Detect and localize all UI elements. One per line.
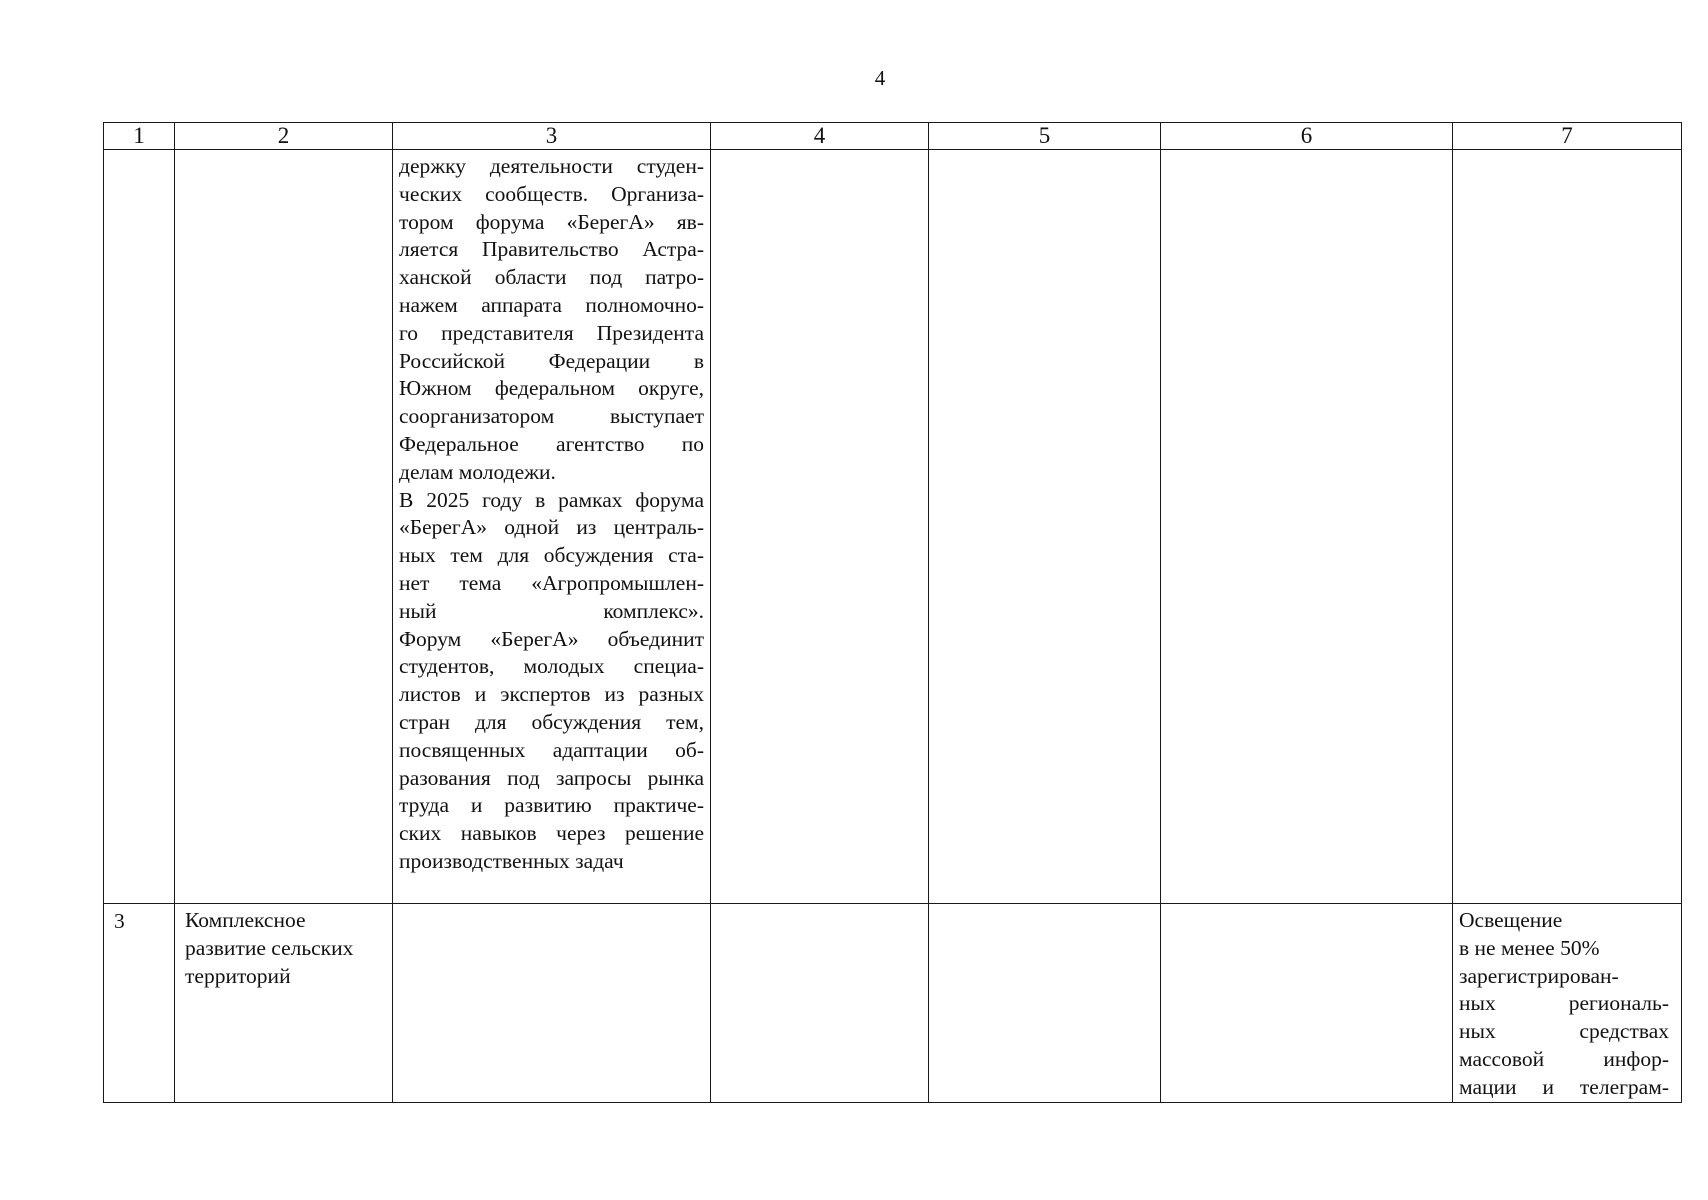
direction-cell — [175, 150, 393, 904]
table-header-row — [104, 123, 1682, 150]
cell-text-line: соорганизатором выступает — [399, 404, 704, 429]
column-header-6: 6 — [1161, 123, 1453, 150]
cell-text-line: держку деятельности студен- — [399, 154, 704, 178]
cell-col-5 — [929, 904, 1161, 1103]
cell-text-line: в не менее 50% — [1459, 935, 1600, 960]
cell-col-6 — [1161, 904, 1453, 1103]
cell-text-line: Форум «БерегА» объединит — [399, 626, 704, 651]
cell-col-4 — [711, 150, 929, 904]
cell-text-line: мации и телеграм- — [1459, 1074, 1669, 1099]
direction-cell — [175, 904, 393, 1103]
cell-text-line: производственных задач — [399, 848, 624, 873]
cell-text-line: Комплексное — [185, 908, 306, 932]
table-row — [104, 150, 1682, 904]
description-cell — [393, 150, 711, 904]
table-row — [104, 904, 1682, 1103]
cell-text-line: развитие сельских — [185, 935, 354, 960]
cell-text-line: Освещение — [1459, 908, 1563, 932]
cell-text-line: разования под запросы рынка — [399, 765, 704, 790]
cell-text-line: стран для обсуждения тем, — [399, 709, 704, 734]
cell-text-line: массовой инфор- — [1459, 1046, 1669, 1071]
cell-text-line: Федеральное агентство по — [399, 431, 704, 456]
cell-text-line: «БерегА» одной из централь- — [399, 515, 704, 540]
cell-text-line: ных региональ- — [1459, 991, 1669, 1016]
cell-text-line: го представителя Президента — [399, 320, 704, 345]
column-header-2: 2 — [175, 123, 393, 150]
activity-table — [103, 122, 1682, 1103]
row-number-cell — [104, 150, 175, 904]
cell-text-line: нет тема «Агропромышлен- — [399, 570, 704, 595]
cell-text-line: Российской Федерации в — [399, 348, 704, 373]
cell-text-line: ских навыков через решение — [399, 821, 704, 846]
page-number: 4 — [874, 66, 886, 90]
cell-text-line: территорий — [185, 963, 291, 988]
row-number-cell: 3 — [104, 904, 175, 1103]
cell-col-4 — [711, 904, 929, 1103]
cell-text-line: Южном федеральном округе, — [399, 376, 704, 401]
cell-text-line: листов и экспертов из разных — [399, 682, 704, 707]
cell-text-line: тором форума «БерегА» яв- — [399, 209, 704, 234]
cell-text-line: ческих сообществ. Организа- — [399, 181, 704, 206]
cell-text-line: ляется Правительство Астра- — [399, 237, 704, 262]
column-header-7: 7 — [1453, 123, 1682, 150]
result-cell — [1453, 904, 1682, 1103]
description-cell — [393, 904, 711, 1103]
column-header-3: 3 — [393, 123, 711, 150]
cell-col-6 — [1161, 150, 1453, 904]
cell-text-line: посвященных адаптации об- — [399, 737, 704, 762]
cell-text-line: ных тем для обсуждения ста- — [399, 543, 704, 568]
cell-text-line: нажем аппарата полномочно- — [399, 292, 704, 317]
cell-text-line: студентов, молодых специа- — [399, 654, 704, 679]
cell-col-5 — [929, 150, 1161, 904]
cell-text-line: В 2025 году в рамках форума — [399, 487, 704, 512]
cell-text-line: делам молодежи. — [399, 459, 556, 484]
cell-text-line: ный комплекс». — [399, 598, 704, 623]
cell-text-line: труда и развитию практиче- — [399, 793, 704, 818]
column-header-4: 4 — [711, 123, 929, 150]
column-header-1: 1 — [104, 123, 175, 150]
result-cell — [1453, 150, 1682, 904]
cell-text-line: ных средствах — [1459, 1019, 1669, 1044]
column-header-5: 5 — [929, 123, 1161, 150]
cell-text-line: ханской области под патро- — [399, 265, 704, 290]
cell-text-line: зарегистрирован- — [1459, 963, 1619, 988]
